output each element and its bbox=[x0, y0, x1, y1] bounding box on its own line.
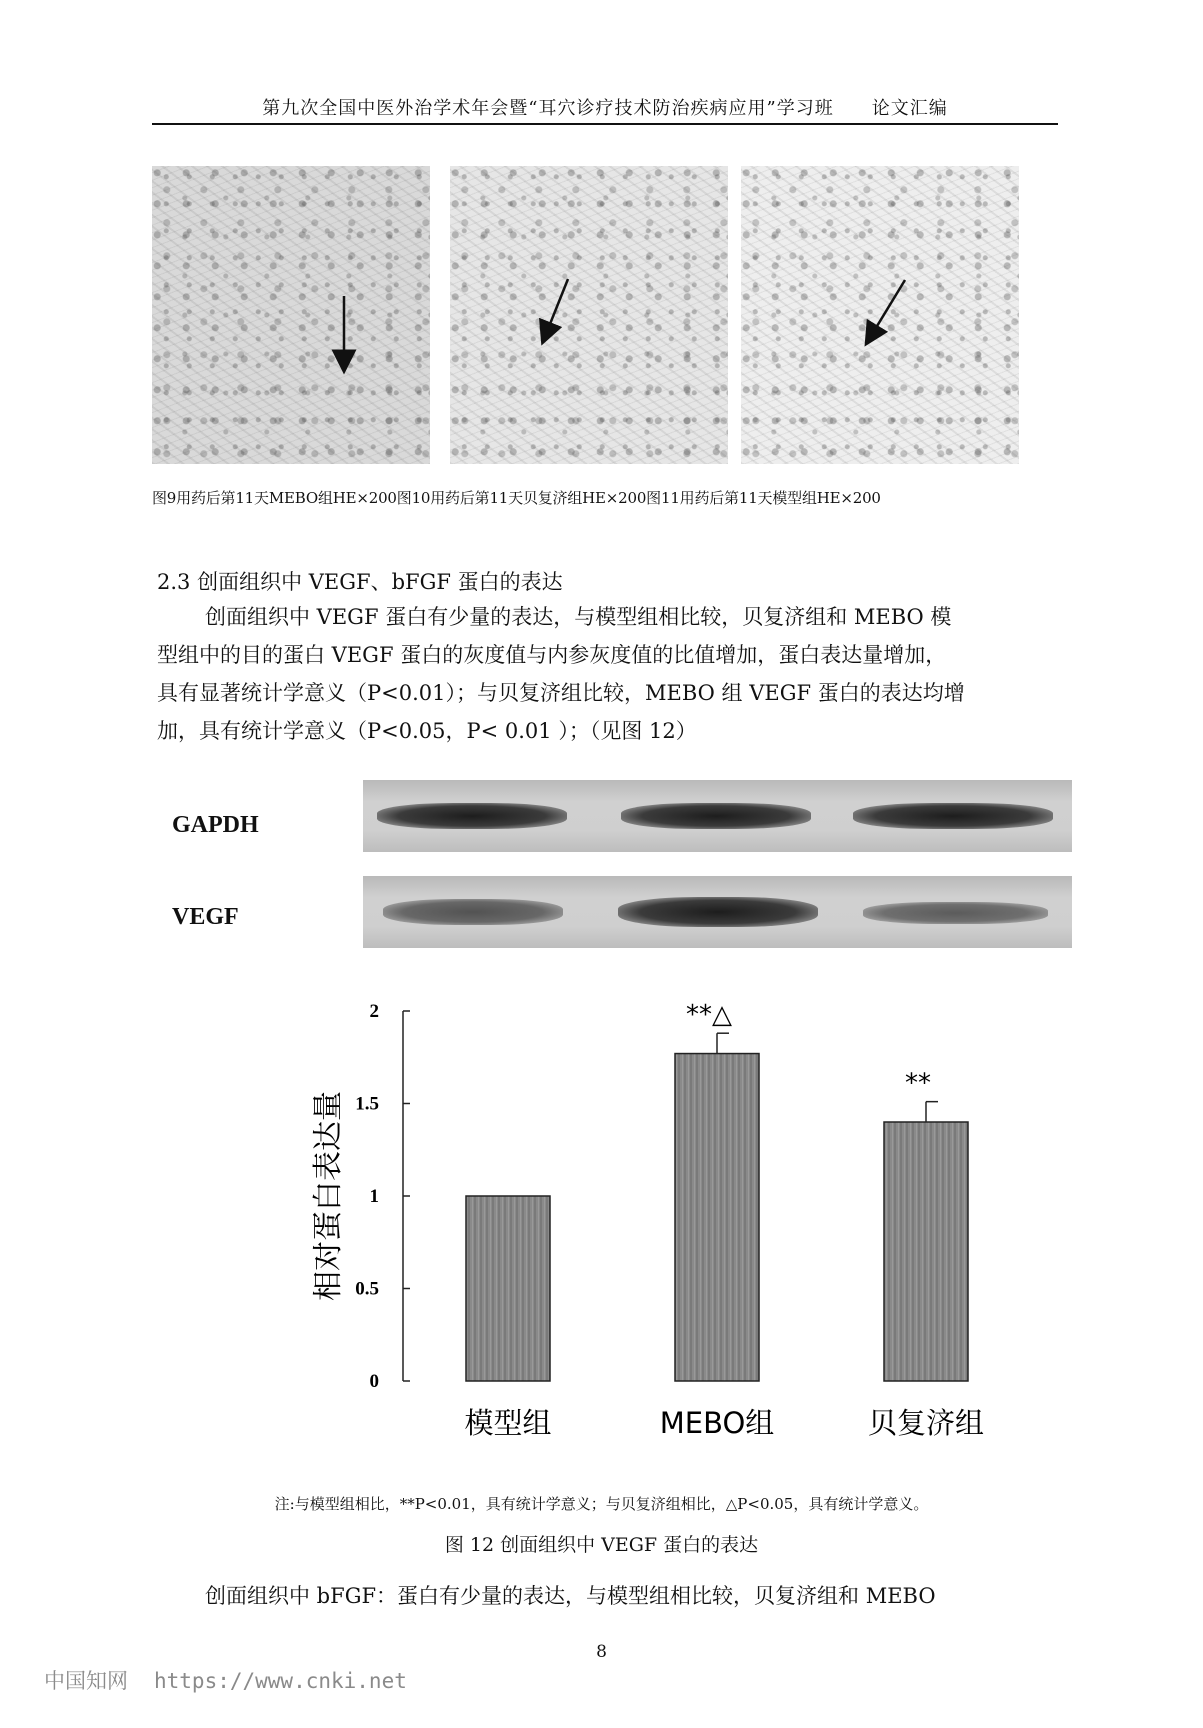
y-tick-label: 0 bbox=[369, 1371, 379, 1392]
y-tick-label: 1 bbox=[369, 1186, 379, 1207]
bar-chart bbox=[0, 990, 1203, 1470]
arrow-icon bbox=[152, 166, 430, 464]
blot-strip-vegf bbox=[363, 876, 1072, 948]
blot-band bbox=[618, 897, 818, 927]
micrograph-beifuji bbox=[450, 166, 728, 464]
paragraph-line: 创面组织中 VEGF 蛋白有少量的表达，与模型组相比较，贝复济组和 MEBO 模 bbox=[205, 605, 952, 629]
blot-strip-gapdh bbox=[363, 780, 1072, 852]
x-category-label: 模型组 bbox=[464, 1406, 552, 1440]
section-paragraph bbox=[157, 598, 1047, 750]
figure-caption: 图 12 创面组织中 VEGF 蛋白的表达 bbox=[444, 1534, 759, 1556]
y-tick-label: 1.5 bbox=[355, 1093, 379, 1115]
arrow-icon bbox=[450, 166, 728, 464]
bar bbox=[884, 1122, 968, 1381]
page-number: 8 bbox=[596, 1642, 607, 1662]
watermark-url: https://www.cnki.net bbox=[154, 1669, 407, 1693]
figure-note: 注:与模型组相比，**P<0.01，具有统计学意义；与贝复济组相比，△P<0.05，具有统计学意义。 bbox=[274, 1495, 929, 1513]
y-tick-label: 2 bbox=[369, 1001, 379, 1022]
x-category-label: MEBO组 bbox=[659, 1406, 775, 1440]
watermark bbox=[44, 1665, 407, 1695]
arrow-icon bbox=[741, 166, 1019, 464]
blot-label-vegf: VEGF bbox=[172, 904, 239, 930]
significance-marker: **△ bbox=[686, 1000, 732, 1031]
paragraph-line: 型组中的目的蛋白 VEGF 蛋白的灰度值与内参灰度值的比值增加，蛋白表达量增加， bbox=[157, 643, 947, 667]
blot-band bbox=[377, 803, 567, 829]
micrograph-captions: 图9用药后第11天MEBO组HE×200图10用药后第11天贝复济组HE×200图11用药后第11天模型组HE×200 bbox=[152, 489, 881, 507]
blot-band bbox=[621, 803, 811, 829]
watermark-cn: 中国知网 bbox=[44, 1669, 128, 1693]
blot-band bbox=[853, 803, 1053, 829]
header-rule bbox=[152, 123, 1058, 125]
significance-marker: ** bbox=[905, 1068, 931, 1099]
x-category-label: 贝复济组 bbox=[867, 1406, 985, 1440]
bar bbox=[675, 1054, 759, 1381]
blot-band bbox=[383, 899, 563, 925]
micrograph-mebo bbox=[152, 166, 430, 464]
running-header: 第九次全国中医外治学术年会暨“耳穴诊疗技术防治疾病应用”学习班 论文汇编 bbox=[262, 98, 948, 119]
section-heading: 2.3 创面组织中 VEGF、bFGF 蛋白的表达 bbox=[157, 570, 563, 594]
paragraph-line: 具有显著统计学意义（P<0.01）；与贝复济组比较，MEBO 组 VEGF 蛋白的表达均增 bbox=[157, 681, 965, 705]
tail-paragraph: 创面组织中 bFGF：蛋白有少量的表达，与模型组相比较，贝复济组和 MEBO bbox=[205, 1584, 936, 1608]
blot-label-gapdh: GAPDH bbox=[172, 812, 259, 838]
blot-band bbox=[863, 902, 1048, 924]
paragraph-line: 加，具有统计学意义（P<0.05，P< 0.01 ）；（见图 12） bbox=[157, 719, 697, 743]
y-tick-label: 0.5 bbox=[355, 1278, 379, 1300]
bar bbox=[466, 1196, 550, 1381]
y-axis-label: 相对蛋白表达量 bbox=[311, 1091, 346, 1301]
micrograph-model bbox=[741, 166, 1019, 464]
